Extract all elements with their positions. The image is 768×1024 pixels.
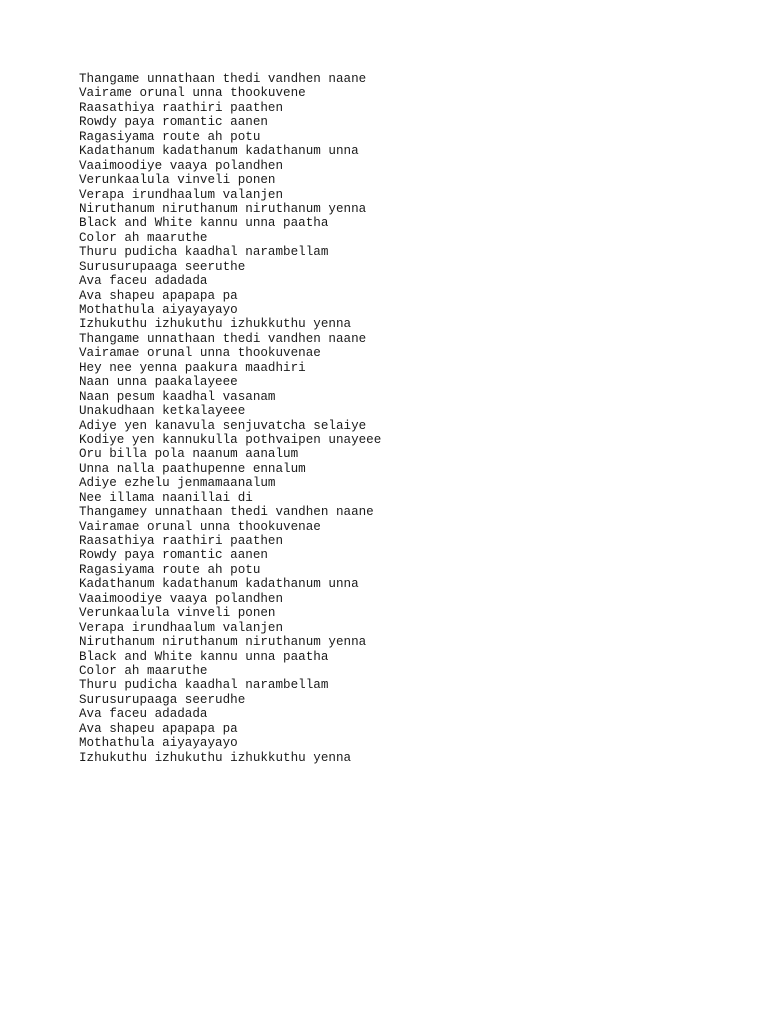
lyric-line: Verapa irundhaalum valanjen bbox=[79, 187, 284, 202]
lyric-line: Unna nalla paathupenne ennalum bbox=[79, 461, 306, 476]
lyric-line: Kadathanum kadathanum kadathanum unna bbox=[79, 144, 359, 159]
lyric-line: Ava faceu adadada bbox=[79, 274, 208, 289]
lyric-line: Vairamae orunal unna thookuvenae bbox=[79, 519, 321, 534]
lyric-line: Naan pesum kaadhal vasanam bbox=[79, 389, 276, 404]
lyric-line: Ragasiyama route ah potu bbox=[79, 129, 261, 144]
lyric-line: Izhukuthu izhukuthu izhukkuthu yenna bbox=[79, 750, 352, 765]
lyric-line: Unakudhaan ketkalayeee bbox=[79, 404, 246, 419]
lyric-line: Niruthanum niruthanum niruthanum yenna bbox=[79, 635, 367, 650]
lyric-line: Verunkaalula vinveli ponen bbox=[79, 173, 276, 188]
lyric-line: Thuru pudicha kaadhal narambellam bbox=[79, 678, 329, 693]
lyric-line: Black and White kannu unna paatha bbox=[79, 649, 329, 664]
lyric-line: Mothathula aiyayayayo bbox=[79, 736, 238, 751]
lyric-line: Mothathula aiyayayayo bbox=[79, 303, 238, 317]
lyric-line: Ava faceu adadada bbox=[79, 707, 208, 722]
lyric-line: Kodiye yen kannukulla pothvaipen unayeee bbox=[79, 432, 382, 447]
lyric-line: Vairamae orunal unna thookuvenae bbox=[79, 346, 321, 361]
lyric-line: Vaaimoodiye vaaya polandhen bbox=[79, 591, 284, 606]
lyric-line: Adiye yen kanavula senjuvatcha selaiye bbox=[79, 418, 367, 433]
lyric-line: Raasathiya raathiri paathen bbox=[79, 100, 284, 115]
lyric-line: Naan unna paakalayeee bbox=[79, 375, 238, 390]
lyric-line: Verunkaalula vinveli ponen bbox=[79, 606, 276, 621]
lyric-line: Adiye ezhelu jenmamaanalum bbox=[79, 476, 276, 491]
lyric-line: Vaaimoodiye vaaya polandhen bbox=[79, 158, 284, 173]
lyric-line: Kadathanum kadathanum kadathanum unna bbox=[79, 577, 359, 592]
lyric-line: Rowdy paya romantic aanen bbox=[79, 548, 268, 563]
lyric-line: Color ah maaruthe bbox=[79, 663, 208, 678]
lyric-line: Ava shapeu apapapa pa bbox=[79, 721, 238, 736]
lyric-line: Raasathiya raathiri paathen bbox=[79, 534, 284, 548]
lyric-line: Ragasiyama route ah potu bbox=[79, 562, 261, 577]
lyric-line: Nee illama naanillai di bbox=[79, 490, 253, 505]
lyric-line: Ava shapeu apapapa pa bbox=[79, 288, 238, 303]
lyric-line: Vairame orunal unna thookuvene bbox=[79, 86, 306, 101]
lyric-line: Thangame unnathaan thedi vandhen naane bbox=[79, 72, 367, 86]
lyric-line: Surusurupaaga seerudhe bbox=[79, 692, 246, 707]
lyric-line: Izhukuthu izhukuthu izhukkuthu yenna bbox=[79, 317, 352, 332]
lyric-line: Surusurupaaga seeruthe bbox=[79, 259, 246, 274]
lyric-line: Hey nee yenna paakura maadhiri bbox=[79, 360, 306, 375]
lyric-line: Thangame unnathaan thedi vandhen naane bbox=[79, 331, 367, 346]
lyric-line: Thuru pudicha kaadhal narambellam bbox=[79, 245, 329, 260]
lyric-line: Thangamey unnathaan thedi vandhen naane bbox=[79, 505, 374, 520]
lyric-line: Oru billa pola naanum aanalum bbox=[79, 447, 299, 462]
lyric-line: Rowdy paya romantic aanen bbox=[79, 115, 268, 130]
lyrics-text-block bbox=[79, 72, 381, 765]
lyric-line: Color ah maaruthe bbox=[79, 230, 208, 245]
lyric-line: Verapa irundhaalum valanjen bbox=[79, 620, 284, 635]
lyric-line: Black and White kannu unna paatha bbox=[79, 216, 329, 231]
lyric-line: Niruthanum niruthanum niruthanum yenna bbox=[79, 201, 367, 216]
